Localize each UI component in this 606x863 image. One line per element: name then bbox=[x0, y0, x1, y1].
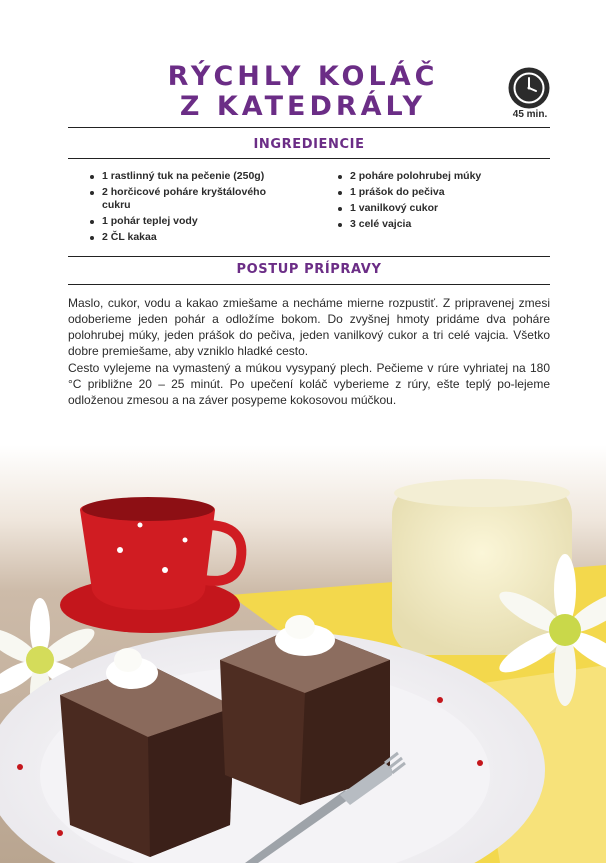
divider bbox=[68, 127, 550, 128]
cake-photo bbox=[0, 445, 606, 863]
recipe-title-line-2: Z KATEDRÁLY bbox=[179, 91, 427, 122]
list-item: 2 horčicové poháre kryštálového cukru bbox=[90, 186, 290, 212]
list-item: 1 rastlinný tuk na pečenie (250g) bbox=[90, 170, 290, 183]
list-item: 2 ČL kakaa bbox=[90, 231, 290, 244]
prep-time: 45 min. bbox=[512, 109, 548, 120]
list-item: 1 prášok do pečiva bbox=[338, 186, 538, 199]
list-item: 1 pohár teplej vody bbox=[90, 215, 290, 228]
ingredients-list-right bbox=[338, 170, 538, 234]
ingredients-list-left bbox=[90, 170, 290, 247]
list-item: 1 vanilkový cukor bbox=[338, 202, 538, 215]
recipe-title-line-1: RÝCHLY KOLÁČ bbox=[167, 61, 439, 92]
list-item: 2 poháre polohrubej múky bbox=[338, 170, 538, 183]
procedure-paragraph: Cesto vylejeme na vymastený a múkou vysypaný plech. Pečieme v rúre vyhriatej na 180 °C približne 20 – 25 minút. Po upečení koláč vyberieme z rúry, ešte teplý po-lejeme odloženou zmesou a na záver posypeme kokosovou múčkou. bbox=[68, 361, 550, 407]
clock-icon bbox=[508, 67, 550, 109]
list-item: 3 celé vajcia bbox=[338, 218, 538, 231]
procedure-heading: POSTUP PRÍPRAVY bbox=[236, 262, 382, 277]
ingredients-heading: INGREDIENCIE bbox=[253, 137, 365, 152]
procedure-paragraph: Maslo, cukor, vodu a kakao zmiešame a necháme mierne rozpustiť. Z pripravenej zmesi odoberieme jeden pohár a odložíme bokom. Do zvyšnej hmoty pridáme dva poháre polohrubej múky, jeden prášok do pečiva, jeden vanilkový cukor a tri celé vajcia. Všetko dobre premiešame, aby vzniklo hladké cesto. bbox=[68, 296, 550, 358]
divider bbox=[68, 256, 550, 257]
divider bbox=[68, 158, 550, 159]
divider bbox=[68, 284, 550, 285]
